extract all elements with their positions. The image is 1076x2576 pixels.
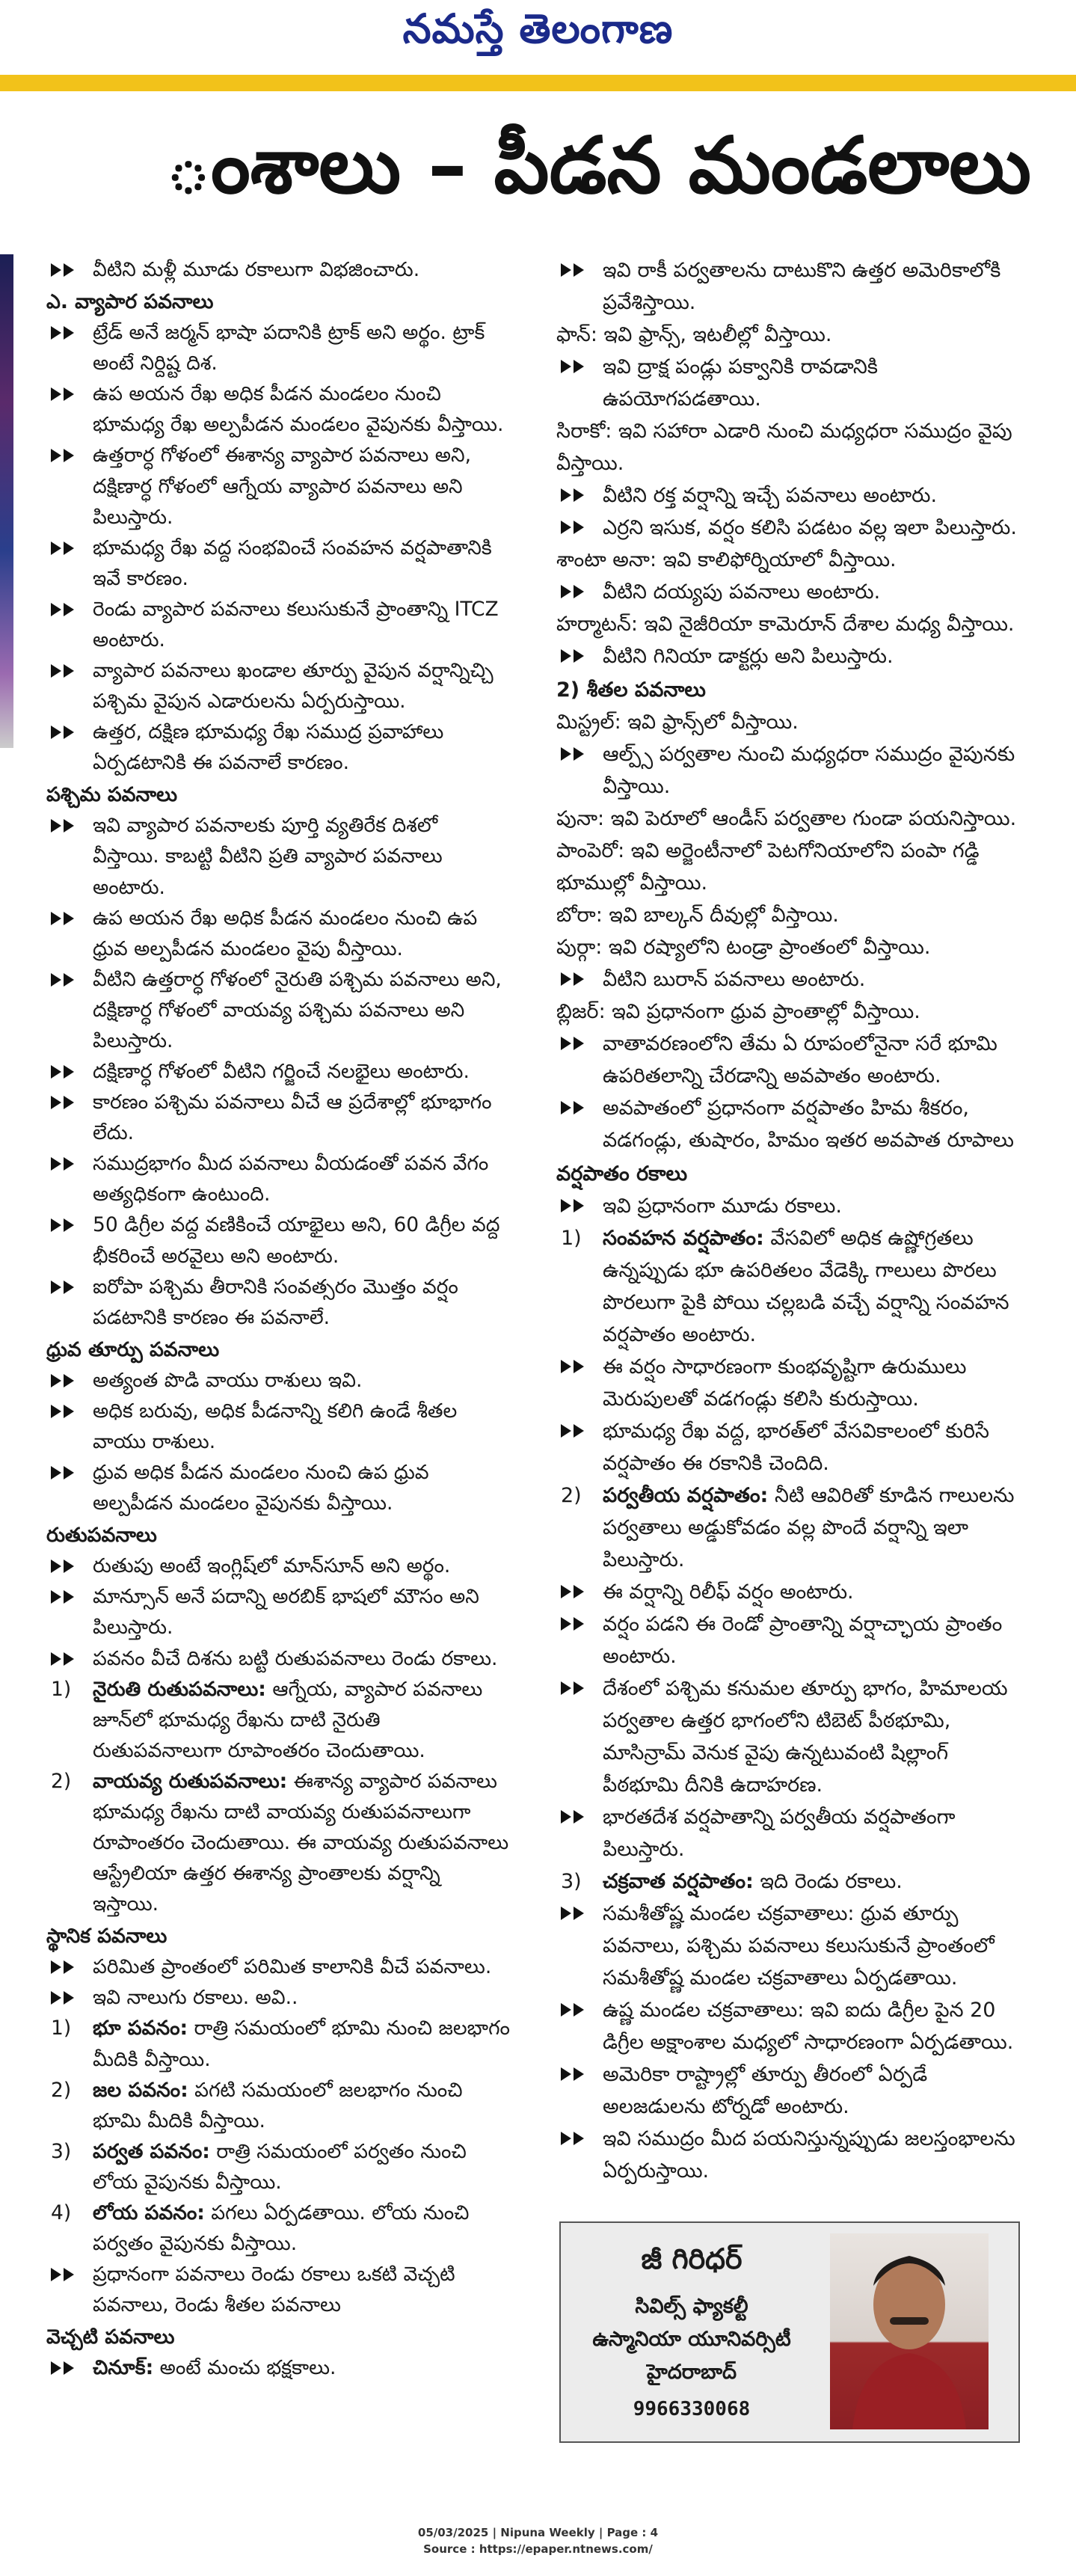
numbered-item [556, 1222, 1020, 1351]
term-label: పాంపెరో: [556, 839, 625, 862]
author-role: సివిల్స్ ఫ్యాకల్టీ [635, 2295, 748, 2318]
bullet-arrow-icon [51, 2361, 76, 2375]
bullet-arrow-icon [561, 2003, 586, 2017]
bullet-item [556, 2123, 1020, 2187]
item-text: ఉష్ణ మండల చక్రవాతాలు: ఇవి ఐదు డిగ్రీల పైన 20 డిగ్రీల అక్షాంశాల మధ్యలో సాధారణంగా ఏర్పడతాయి. [603, 1999, 1014, 2054]
item-text: వీటిని రక్త వర్షాన్ని ఇచ్చే పవనాలు అంటారు. [603, 484, 938, 507]
bullet-arrow-icon [51, 542, 76, 555]
bullet-item [46, 1056, 510, 1087]
numbered-item [556, 1479, 1020, 1576]
bullet-marker [51, 1551, 88, 1582]
bullet-item [556, 1608, 1020, 1672]
bullet-marker [51, 1951, 88, 1983]
bullet-marker [561, 1801, 598, 1833]
bullet-item [556, 1028, 1020, 1092]
bullet-item [556, 1898, 1020, 1994]
term-text: ఇవి అర్జెంటీనాలో పెటగోనియాలోని పంపా గడ్డి భూముల్లో వీస్తాయి. [556, 839, 980, 895]
item-text: పగలు ఏర్పడతాయి. లోయ నుంచి పర్వతం వైపునకు వీస్తాయి. [93, 2201, 470, 2255]
item-text: దేశంలో పశ్చిమ కనుమల తూర్పు భాగం, హిమాలయ పర్వతాల ఉత్తర భాగంలోని టిబెట్ పీఠభూమి, మాసిన్రామ్ వెనుక వైపు ఉన్నటువంటి షిల్లాంగ్ పీఠభూమి దీనికి ఉదాహరణ. [603, 1677, 1008, 1797]
item-number: 2) [51, 1769, 72, 1793]
item-text: ప్రధానంగా పవనాలు రెండు రకాలు ఒకటి వెచ్చటి పవనాలు, రెండు శీతల పవనాలు [93, 2263, 455, 2317]
item-text: వీటిని మళ్లీ మూడు రకాలుగా విభజించారు. [93, 258, 420, 281]
item-text: అవపాతంలో ప్రధానంగా వర్షపాతం హిమ శీకరం, వడగండ్లు, తుషారం, హిమం ఇతర అవపాత రూపాలు [603, 1097, 1014, 1152]
bullet-item [46, 594, 510, 655]
term-label: శాంటా అనా: [556, 548, 657, 571]
bullet-marker [561, 1092, 598, 1124]
author-name: జీ గిరిధర్ [641, 2242, 743, 2275]
item-text: ఇవి సముద్రం మీద పయనిస్తున్నప్పుడు జలస్తంభాలను ఏర్పరుస్తాయి. [603, 2127, 1015, 2183]
bullet-arrow-icon [51, 1590, 76, 1604]
bullet-marker [561, 1576, 598, 1608]
term-label: సంవహన వర్షపాతం: [603, 1227, 764, 1250]
bullet-item [46, 655, 510, 717]
bullet-marker [51, 717, 88, 748]
bullet-marker [51, 1643, 88, 1675]
bullet-marker [51, 440, 88, 471]
footer-source-line: Source : https://epaper.ntnews.com/ [423, 2542, 653, 2556]
term-text: ఇవి నైజీరియా కామెరూన్ దేశాల మధ్య వీస్తాయి. [637, 613, 1015, 636]
term-label: పునా: [556, 807, 605, 830]
bullet-marker [51, 254, 88, 286]
bullet-arrow-icon [51, 1374, 76, 1387]
bullet-item [556, 738, 1020, 803]
bullet-marker [51, 1087, 88, 1118]
bullet-item [556, 576, 1020, 608]
term-paragraph [556, 544, 1020, 576]
bullet-marker [51, 2259, 88, 2290]
item-text: వీటిని ఉత్తరార్ధ గోళంలో నైరుతి పశ్చిమ పవనాలు అని, దక్షిణార్ధ గోళంలో వాయవ్య పశ్చిమ పవనాలు అని పిలుస్తారు. [93, 967, 502, 1052]
bullet-item [556, 640, 1020, 672]
bullet-arrow-icon [561, 1037, 586, 1050]
bullet-item [46, 1551, 510, 1581]
bullet-marker [561, 1608, 598, 1640]
bullet-arrow-icon [561, 263, 586, 277]
bullet-item [556, 1092, 1020, 1156]
bullet-arrow-icon [51, 2268, 76, 2281]
bullet-item [556, 1190, 1020, 1222]
bullet-arrow-icon [51, 603, 76, 616]
bullet-item [556, 1672, 1020, 1801]
bullet-marker [561, 576, 598, 608]
item-text: ఉత్తర, దక్షిణ భూమధ్య రేఖ సముద్ర ప్రవాహాలు ఏర్పడటానికి ఈ పవనాలే కారణం. [93, 720, 444, 775]
term-paragraph [556, 706, 1020, 738]
bullet-arrow-icon [561, 649, 586, 663]
author-org: ఉస్మానియా యూనివర్సిటీ [592, 2328, 791, 2351]
bullet-arrow-icon [51, 449, 76, 462]
page-footer [0, 2524, 1076, 2557]
term-label: ఫాన్: [556, 323, 597, 346]
bullet-arrow-icon [51, 1281, 76, 1294]
bullet-marker [561, 1415, 598, 1447]
item-text: భూమధ్య రేఖ వద్ద సంభవించే సంవహన వర్షపాతానికి ఇవే కారణం. [93, 536, 492, 590]
bullet-marker [561, 738, 598, 770]
bullet-arrow-icon [561, 488, 586, 502]
bullet-arrow-icon [51, 1991, 76, 2005]
item-text: అంటే మంచు భక్షకాలు. [153, 2356, 336, 2380]
bullet-arrow-icon [561, 1424, 586, 1438]
bullet-marker [51, 964, 88, 996]
item-text: దక్షిణార్ధ గోళంలో వీటిని గర్జించే నలభైలు అంటారు. [93, 1060, 470, 1084]
bullet-marker [561, 2058, 598, 2091]
term-label: చక్రవాత వర్షపాతం: [603, 1870, 754, 1893]
bullet-arrow-icon [561, 360, 586, 373]
bullet-arrow-icon [561, 1810, 586, 1824]
item-text: భారతదేశ వర్షపాతాన్ని పర్వతీయ వర్షపాతంగా పిలుస్తారు. [603, 1806, 956, 1861]
bullet-arrow-icon [51, 1960, 76, 1974]
item-number: 1) [51, 2017, 72, 2040]
bullet-marker [561, 963, 598, 996]
bullet-arrow-icon [561, 1681, 586, 1695]
item-text: వ్యాపార పవనాలు ఖండాల తూర్పు వైపున వర్షాన్నిచ్చి పశ్చిమ వైపున ఎడారులను ఏర్పరుస్తాయి. [93, 659, 494, 714]
item-text: ఇవి రాకీ పర్వతాలను దాటుకొని ఉత్తర అమెరికాలోకి ప్రవేశిస్తాయి. [603, 259, 1001, 314]
article-headline [0, 112, 1076, 239]
bullet-item [46, 1087, 510, 1148]
term-label: లోయ పవనం: [93, 2201, 205, 2224]
author-portrait-icon [830, 2233, 989, 2429]
author-box [559, 2221, 1020, 2443]
item-text: ఈశాన్య వ్యాపార పవనాలు భూమధ్య రేఖను దాటి వాయవ్య రుతుపవనాలుగా రూపాంతరం చెందుతాయి. ఈ వాయవ్య రుతుపవనాలు ఆస్ట్రేలియా ఉత్తర ఈశాన్య ప్రాంతాలకు వర్షాన్ని ఇస్తాయి. [93, 1769, 509, 1916]
bullet-item [46, 1396, 510, 1457]
item-text: ఈ వర్షం సాధారణంగా కుంభవృష్టిగా ఉరుములు మెరుపులతో వడగండ్లు కలిసి కురుస్తాయి. [603, 1355, 967, 1411]
bullet-item [556, 479, 1020, 512]
newspaper-logo: నమస్తే తెలంగాణ [402, 4, 674, 52]
item-text: ఇది రెండు రకాలు. [753, 1870, 903, 1893]
bullet-item [556, 512, 1020, 544]
bullet-arrow-icon [51, 1466, 76, 1479]
item-text: మాన్సూన్ అనే పదాన్ని అరబిక్ భాషలో మౌసం అని పిలుస్తారు. [93, 1585, 479, 1640]
bullet-marker [561, 640, 598, 672]
bullet-item [46, 1982, 510, 2013]
bullet-item [46, 378, 510, 440]
bullet-arrow-icon [561, 585, 586, 598]
bullet-marker [51, 378, 88, 410]
numbered-item [556, 1865, 1020, 1898]
bullet-item [46, 533, 510, 594]
item-text: వీటిని దయ్యపు పవనాలు అంటారు. [603, 580, 881, 604]
item-text: రెండు వ్యాపార పవనాలు కలుసుకునే ప్రాంతాన్ని ITCZ అంటారు. [93, 597, 499, 651]
term-label: వాయవ్య రుతుపవనాలు: [93, 1769, 288, 1793]
item-text: అమెరికా రాష్ట్రాల్లో తూర్పు తీరంలో ఏర్పడే అలజడులను టోర్నడో అంటారు. [603, 2063, 928, 2118]
bullet-arrow-icon [51, 912, 76, 925]
bullet-arrow-icon [51, 263, 76, 277]
bullet-arrow-icon [561, 1617, 586, 1631]
bullet-marker [51, 1056, 88, 1088]
term-text: ఇవి ఫ్రాన్స్, ఇటలీల్లో వీస్తాయి. [597, 323, 832, 346]
bullet-item [46, 717, 510, 778]
term-paragraph [556, 803, 1020, 835]
item-text: వీటిని బురాన్ పవనాలు అంటారు. [603, 968, 866, 991]
bullet-item [556, 963, 1020, 996]
numbered-item [46, 1674, 510, 1766]
item-text: ఎర్రని ఇసుక, వర్షం కలిసి పడటం వల్ల ఇలా పిలుస్తారు. [603, 516, 1017, 539]
bullet-marker [51, 2352, 88, 2384]
item-text: ఐరోపా పశ్చిమ తీరానికి సంవత్సరం మొత్తం వర్షం పడటానికి కారణం ఈ పవనాలే. [93, 1275, 458, 1329]
bullet-marker [51, 1148, 88, 1180]
numbered-item [46, 2075, 510, 2136]
bullet-marker [51, 655, 88, 687]
numbered-item [46, 2136, 510, 2198]
item-text: పవనం వీచే దిశను బట్టి రుతుపవనాలు రెండు రకాలు. [93, 1646, 498, 1670]
item-text: ఈ వర్షాన్ని రిలీఫ్ వర్షం అంటారు. [603, 1580, 854, 1604]
bullet-arrow-icon [51, 1157, 76, 1171]
bullet-marker [561, 1351, 598, 1383]
bullet-arrow-icon [51, 1405, 76, 1418]
bullet-item [556, 1576, 1020, 1608]
item-text: అధిక బరువు, అధిక పీడనాన్ని కలిగి ఉండే శీతల వాయు రాశులు. [93, 1399, 458, 1453]
bullet-arrow-icon [561, 2132, 586, 2145]
term-label: పుర్గా: [556, 936, 603, 959]
item-number: 2) [561, 1484, 582, 1507]
term-label: నైరుతి రుతుపవనాలు: [93, 1677, 266, 1701]
bullet-item [46, 1209, 510, 1271]
bullet-marker [51, 1365, 88, 1396]
item-text: ఇవి నాలుగు రకాలు. అవి.. [93, 1986, 298, 2010]
bullet-arrow-icon [561, 1101, 586, 1114]
author-city: హైదరాబాద్ [646, 2361, 737, 2384]
bullet-marker [51, 1396, 88, 1427]
bullet-arrow-icon [561, 747, 586, 761]
bullet-marker [51, 317, 88, 349]
bullet-arrow-icon [561, 521, 586, 534]
item-text: వేసవిలో అధిక ఉష్ణోగ్రతలు ఉన్నప్పుడు భూ ఉపరితలం వేడెక్కి గాలులు పొరలు పొరలుగా పైకి పోయి చల్లబడి వచ్చే వర్షాన్ని సంవహన వర్షపాతం అంటారు. [603, 1227, 1009, 1346]
bullet-item [46, 1457, 510, 1518]
bullet-arrow-icon [51, 664, 76, 678]
bullet-item [46, 2352, 510, 2383]
section-heading: రుతుపవనాలు [46, 1524, 157, 1548]
item-text: ఆల్ప్స్ పర్వతాల నుంచి మధ్యధరా సముద్రం వైపునకు వీస్తాయి. [603, 743, 1015, 798]
bullet-item [556, 254, 1020, 319]
term-label: భూ పవనం: [93, 2017, 188, 2040]
bullet-arrow-icon [561, 1199, 586, 1212]
bullet-arrow-icon [51, 726, 76, 739]
bullet-item [556, 1351, 1020, 1415]
numbered-item [46, 1766, 510, 1919]
section-heading: ఎ. వ్యాపార పవనాలు [46, 290, 214, 314]
bullet-arrow-icon [561, 1585, 586, 1598]
item-text: కారణం పశ్చిమ పవనాలు వీచే ఆ ప్రదేశాల్లో భూభాగం లేదు. [93, 1091, 492, 1145]
bullet-arrow-icon [561, 2067, 586, 2081]
bullet-arrow-icon [51, 819, 76, 832]
bullet-arrow-icon [561, 1360, 586, 1373]
bullet-item [556, 1415, 1020, 1479]
bullet-arrow-icon [51, 1096, 76, 1109]
bullet-marker [51, 1272, 88, 1303]
item-text: ఉప అయన రేఖ అధిక పీడన మండలం నుంచి భూమధ్య రేఖ అల్పపీడన మండలం వైపునకు వీస్తాయి. [93, 382, 504, 437]
bullet-marker [561, 2123, 598, 2155]
bullet-marker [51, 1457, 88, 1488]
author-phone: 9966330068 [633, 2398, 751, 2420]
item-text: పగటి సమయంలో జలభాగం నుంచి భూమి మీదికి వీస్తాయి. [93, 2078, 463, 2132]
item-text: సముద్రభాగం మీద పవనాలు వీయడంతో పవన వేగం అత్యధికంగా ఉంటుంది. [93, 1152, 489, 1206]
bullet-marker [561, 1672, 598, 1705]
section-heading: పశ్చిమ పవనాలు [46, 783, 178, 807]
bullet-item [46, 1148, 510, 1209]
bullet-arrow-icon [51, 1065, 76, 1079]
term-text: ఇవి పెరూలో ఆండీస్ పర్వతాల గుండా పయనిస్తాయి. [604, 807, 1017, 830]
masthead [0, 0, 1076, 75]
item-text: ఉప అయన రేఖ అధిక పీడన మండలం నుంచి ఉప ధ్రువ అల్పపీడన మండలం వైపు వీస్తాయి. [93, 906, 478, 960]
item-number: 1) [561, 1227, 582, 1250]
term-text: ఇవి ఫ్రాన్స్‌లో వీస్తాయి. [621, 711, 799, 734]
footer-date-line: 05/03/2025 | Nipuna Weekly | Page : 4 [417, 2526, 659, 2539]
bullet-marker [51, 594, 88, 625]
bullet-item [46, 1951, 510, 1982]
section-heading: వర్షపాతం రకాలు [556, 1162, 688, 1186]
bullet-marker [51, 1581, 88, 1613]
bullet-arrow-icon [51, 1560, 76, 1573]
bullet-arrow-icon [51, 1652, 76, 1666]
term-label: పర్వతీయ వర్షపాతం: [603, 1484, 769, 1507]
item-number: 3) [561, 1870, 582, 1893]
left-column [46, 254, 510, 2383]
term-label: బోరా: [556, 904, 603, 927]
item-text: రుతుపు అంటే ఇంగ్లిష్‌లో మాన్‌సూన్ అని అర్థం. [93, 1554, 451, 1578]
item-text: ట్రేడ్ అనే జర్మన్ భాషా పదానికి ట్రాక్ అని అర్థం. ట్రాక్ అంటే నిర్దిష్ట దిశ. [93, 321, 485, 375]
bullet-item [46, 254, 510, 285]
term-text: ఇవి రష్యాలోని టండ్రా ప్రాంతంలో వీస్తాయి. [602, 936, 931, 959]
item-text: రాత్రి సమయంలో భూమి నుంచి జలభాగం మీదికి వీస్తాయి. [93, 2017, 510, 2071]
term-text: ఇవి ప్రధానంగా ధ్రువ ప్రాంతాల్లో వీస్తాయి. [605, 1000, 920, 1023]
right-column [556, 254, 1020, 2187]
bullet-item [46, 440, 510, 532]
bullet-marker [51, 810, 88, 841]
item-number: 1) [51, 1677, 72, 1701]
bullet-marker [561, 1994, 598, 2026]
bullet-item [556, 1801, 1020, 1865]
item-text: వాతావరణంలోని తేమ ఏ రూపంలోనైనా సరే భూమి ఉపరితలాన్ని చేరడాన్ని అవపాతం అంటారు. [603, 1032, 997, 1088]
section-heading: స్థానిక పవనాలు [46, 1925, 167, 1948]
item-number: 4) [51, 2201, 72, 2224]
bullet-arrow-icon [51, 326, 76, 340]
term-paragraph [556, 835, 1020, 899]
headline-text: ంశాలు – పీడన మండలాలు [165, 120, 1031, 211]
bullet-marker [561, 479, 598, 512]
item-text: భూమధ్య రేఖ వద్ద, భారత్‌లో వేసవికాలంలో కురిసే వర్షపాతం ఈ రకానికి చెందిది. [603, 1420, 989, 1475]
bullet-marker [51, 903, 88, 934]
term-label: బ్లిజర్: [556, 1000, 606, 1023]
bullet-item [46, 2259, 510, 2320]
term-label: మిస్ట్రల్: [556, 711, 621, 734]
item-text: వర్షం పడని ఈ రెండో ప్రాంతాన్ని వర్షాచ్ఛాయ ప్రాంతం అంటారు. [603, 1613, 1003, 1668]
item-text: ధ్రువ అధిక పీడన మండలం నుంచి ఉప ధ్రువ అల్పపీడన మండలం వైపునకు వీస్తాయి. [93, 1461, 429, 1515]
bullet-item [46, 810, 510, 902]
bullet-marker [561, 254, 598, 286]
bullet-item [46, 317, 510, 378]
bullet-marker [561, 1190, 598, 1222]
bullet-item [46, 1272, 510, 1333]
bullet-arrow-icon [51, 973, 76, 987]
item-text: 50 డిగ్రీల వద్ద వణికించే యాభైలు అని, 60 డిగ్రీల వద్ద భీకరించే అరవైలు అని అంటారు. [93, 1213, 500, 1268]
term-paragraph [556, 319, 1020, 351]
term-text: ఇవి బాల్కన్ దీవుల్లో వీస్తాయి. [602, 904, 839, 927]
item-text: పరిమిత ప్రాంతంలో పరిమిత కాలానికి వీచే పవనాలు. [93, 1955, 492, 1979]
bullet-marker [51, 1982, 88, 2014]
term-paragraph [556, 931, 1020, 963]
section-heading: వెచ్చటి పవనాలు [46, 2325, 175, 2349]
bullet-marker [561, 512, 598, 544]
item-text: ఉత్తరార్ధ గోళంలో ఈశాన్య వ్యాపార పవనాలు అని, దక్షిణార్ధ గోళంలో ఆగ్నేయ వ్యాపార పవనాలు అని పిలుస్తారు. [93, 444, 471, 529]
term-text: ఇవి సహారా ఎడారి నుంచి మధ్యధరా సముద్రం వైపు వీస్తాయి. [556, 420, 1012, 475]
bullet-item [556, 2058, 1020, 2123]
term-paragraph [556, 415, 1020, 479]
numbered-item [46, 2198, 510, 2259]
term-paragraph [556, 899, 1020, 931]
section-heading: ధ్రువ తూర్పు పవనాలు [46, 1337, 220, 1361]
term-label: సిరాకో: [556, 420, 612, 443]
bullet-marker [51, 533, 88, 564]
left-edge-illustration [0, 254, 13, 748]
item-number: 3) [51, 2139, 72, 2163]
bullet-item [556, 351, 1020, 415]
header-bar [0, 75, 1076, 91]
item-text: నీటి ఆవిరితో కూడిన గాలులను పర్వతాలు అడ్డుకోవడం వల్ల పొందే వర్షాన్ని ఇలా పిలుస్తారు. [603, 1484, 1015, 1571]
bullet-arrow-icon [51, 1218, 76, 1232]
bullet-item [46, 1643, 510, 1674]
item-text: సమశీతోష్ణ మండల చక్రవాతాలు: ధ్రువ తూర్పు పవనాలు, పశ్చిమ పవనాలు కలుసుకునే ప్రాంతంలో సమశీతోష్ణ మండల చక్రవాతాలు ఏర్పడతాయి. [603, 1902, 994, 1990]
item-text: ఇవి ద్రాక్ష పండ్లు పక్వానికి రావడానికి ఉపయోగపడతాయి. [603, 355, 878, 411]
term-label: జల పవనం: [93, 2078, 188, 2102]
item-number: 2) [51, 2078, 72, 2102]
author-photo [830, 2233, 989, 2429]
bullet-arrow-icon [561, 1907, 586, 1920]
bullet-item [46, 1581, 510, 1643]
bullet-marker [51, 1209, 88, 1241]
item-text: వీటిని గినియా డాక్టర్లు అని పిలుస్తారు. [603, 645, 894, 668]
bullet-arrow-icon [51, 387, 76, 401]
bullet-marker [561, 1898, 598, 1930]
bullet-item [46, 903, 510, 964]
term-label: హర్మాటన్: [556, 613, 638, 636]
bullet-arrow-icon [561, 972, 586, 986]
term-label: చినూక్: [93, 2356, 154, 2380]
bullet-item [46, 964, 510, 1056]
item-text: ఇవి ప్రధానంగా మూడు రకాలు. [603, 1195, 842, 1218]
item-text: ఆగ్నేయ, వ్యాపార పవనాలు జూన్‌లో భూమధ్య రేఖను దాటి నైరుతి రుతుపవనాలుగా రూపాంతరం చెందుతాయి. [93, 1677, 483, 1762]
term-label: పర్వత పవనం: [93, 2139, 210, 2163]
bullet-item [556, 1994, 1020, 2058]
bullet-item [46, 1365, 510, 1396]
item-text: ఇవి వ్యాపార పవనాలకు పూర్తి వ్యతిరేక దిశలో వీస్తాయి. కాబట్టి వీటిని ప్రతి వ్యాపార పవనాలు అంటారు. [93, 814, 443, 899]
term-text: ఇవి కాలిఫోర్నియాలో వీస్తాయి. [657, 548, 897, 571]
bullet-marker [561, 1028, 598, 1060]
term-paragraph [556, 996, 1020, 1028]
numbered-item [46, 2013, 510, 2074]
item-text: రాత్రి సమయంలో పర్వతం నుంచి లోయ వైపునకు వీస్తాయి. [93, 2139, 467, 2194]
term-paragraph [556, 608, 1020, 640]
item-text: అత్యంత పొడి వాయు రాశులు ఇవి. [93, 1368, 363, 1392]
section-heading: 2) శీతల పవనాలు [556, 678, 706, 702]
bullet-marker [561, 351, 598, 383]
